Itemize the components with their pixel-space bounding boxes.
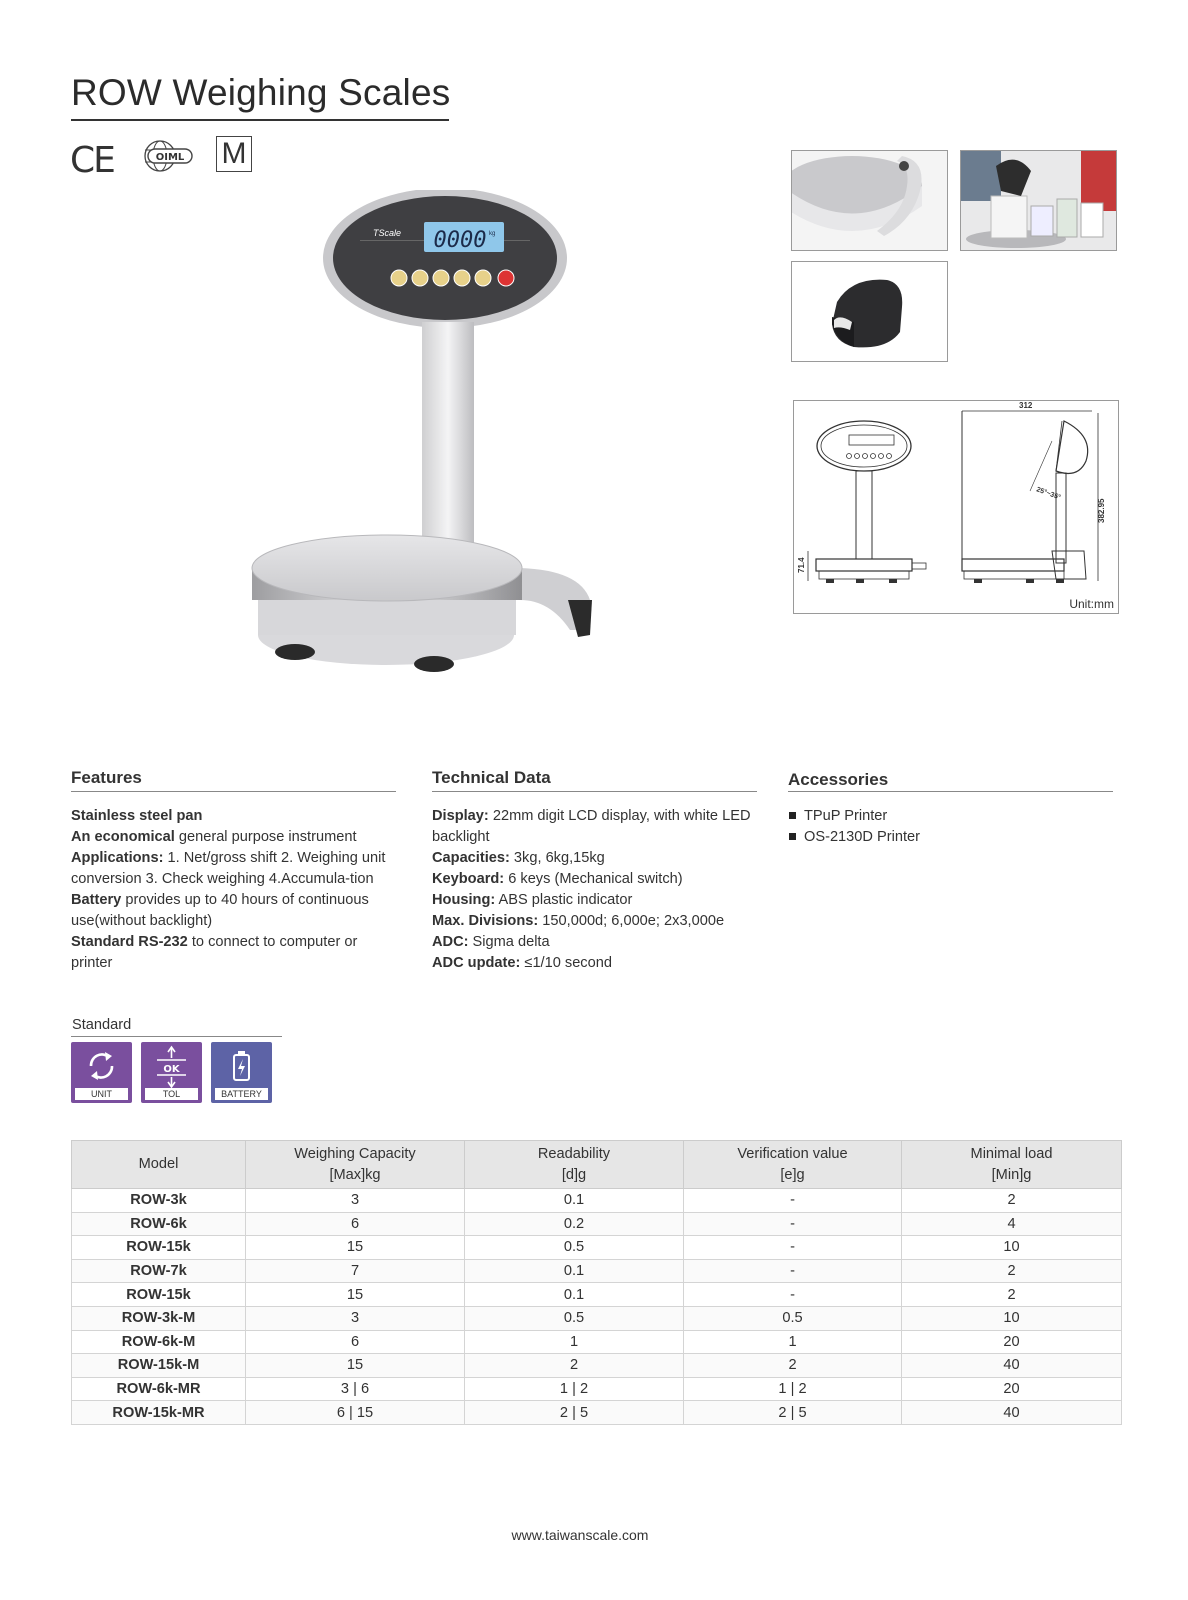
col-capacity: Weighing Capacity [Max]kg <box>246 1141 465 1189</box>
tolerance-check-icon <box>141 1042 202 1090</box>
technical-item: Display: 22mm digit LCD display, with white LED backlight <box>432 808 751 845</box>
oiml-mark <box>142 138 196 179</box>
table-row: ROW-15k 15 0.5 - 10 <box>72 1236 1122 1260</box>
footer-website-link[interactable]: www.taiwanscale.com <box>511 1527 649 1543</box>
unit-badge <box>71 1042 132 1103</box>
battery-badge <box>211 1042 272 1103</box>
tol-badge-label: TOL <box>145 1088 198 1100</box>
accessories-list <box>788 806 920 848</box>
accessory-item: TPuP Printer <box>788 806 920 827</box>
feature-item: Battery provides up to 40 hours of continuous use(without backlight) <box>71 892 369 929</box>
title-underline <box>71 119 449 121</box>
table-row: ROW-15k 15 0.1 - 2 <box>72 1283 1122 1307</box>
dim-height: 382.95 <box>1097 498 1106 523</box>
page-title: ROW Weighing Scales <box>71 72 451 113</box>
table-row: ROW-15k-M 15 2 2 40 <box>72 1354 1122 1378</box>
oiml-text: OIML <box>155 152 185 163</box>
technical-item: Capacities: 3kg, 6kg,15kg <box>432 850 605 866</box>
features-list <box>71 806 401 974</box>
col-minimal-load: Minimal load [Min]g <box>902 1141 1122 1189</box>
battery-icon <box>211 1042 272 1090</box>
lcd-reading: 0000 <box>433 228 487 253</box>
tol-badge <box>141 1042 202 1103</box>
m-metrology-mark: M <box>216 136 252 172</box>
feature-item: Stainless steel pan <box>71 808 203 824</box>
dimension-unit-note: Unit:mm <box>1069 597 1114 611</box>
dimension-drawing <box>793 400 1119 614</box>
table-row: ROW-6k-MR 3 | 6 1 | 2 1 | 2 20 <box>72 1377 1122 1401</box>
feature-item: Standard RS-232 to connect to computer or printer <box>71 934 358 971</box>
product-photo-scale <box>250 190 610 695</box>
table-row: ROW-3k 3 0.1 - 2 <box>72 1189 1122 1213</box>
feature-item: An economical general purpose instrument <box>71 829 357 845</box>
technical-item: ADC update: ≤1/10 second <box>432 955 612 971</box>
ce-mark: CE <box>70 140 114 181</box>
thumbnail-in-use-lab <box>960 150 1117 251</box>
dim-base-height: 71.4 <box>797 557 806 573</box>
standard-rule <box>71 1036 282 1037</box>
thumbnail-printer <box>791 261 948 362</box>
accessories-rule <box>788 791 1113 792</box>
col-model: Model <box>72 1141 246 1189</box>
thumbnail-pan-detail <box>791 150 948 251</box>
dim-angle: 25°~35° <box>1035 486 1062 502</box>
technical-rule <box>432 791 757 792</box>
model-spec-table <box>71 1140 1122 1425</box>
unit-conversion-icon <box>71 1042 132 1090</box>
technical-list <box>432 806 762 974</box>
table-row: ROW-6k-M 6 1 1 20 <box>72 1330 1122 1354</box>
feature-item: Applications: 1. Net/gross shift 2. Weighing unit conversion 3. Check weighing 4.Accumula-tion <box>71 850 386 887</box>
technical-item: Keyboard: 6 keys (Mechanical switch) <box>432 871 683 887</box>
table-row: ROW-6k 6 0.2 - 4 <box>72 1212 1122 1236</box>
col-readability: Readability [d]g <box>465 1141 684 1189</box>
table-row: ROW-7k 7 0.1 - 2 <box>72 1259 1122 1283</box>
technical-item: Housing: ABS plastic indicator <box>432 892 633 908</box>
technical-item: ADC: Sigma delta <box>432 934 550 950</box>
accessory-item: OS-2130D Printer <box>788 827 920 848</box>
features-rule <box>71 791 396 792</box>
standard-label: Standard <box>72 1017 132 1033</box>
tol-glyph: OK <box>163 1064 180 1075</box>
features-heading: Features <box>71 768 142 787</box>
dim-width: 312 <box>1019 401 1033 410</box>
technical-item: Max. Divisions: 150,000d; 6,000e; 2x3,000e <box>432 913 725 929</box>
brand-logo: TScale <box>373 228 402 238</box>
battery-badge-label: BATTERY <box>215 1088 268 1100</box>
table-row: ROW-3k-M 3 0.5 0.5 10 <box>72 1306 1122 1330</box>
lcd-unit: kg <box>489 231 496 237</box>
accessories-heading: Accessories <box>788 770 889 789</box>
technical-heading: Technical Data <box>432 768 551 787</box>
table-row: ROW-15k-MR 6 | 15 2 | 5 2 | 5 40 <box>72 1401 1122 1425</box>
table-header-row <box>72 1141 1122 1189</box>
unit-badge-label: UNIT <box>75 1088 128 1100</box>
col-verification: Verification value [e]g <box>684 1141 902 1189</box>
